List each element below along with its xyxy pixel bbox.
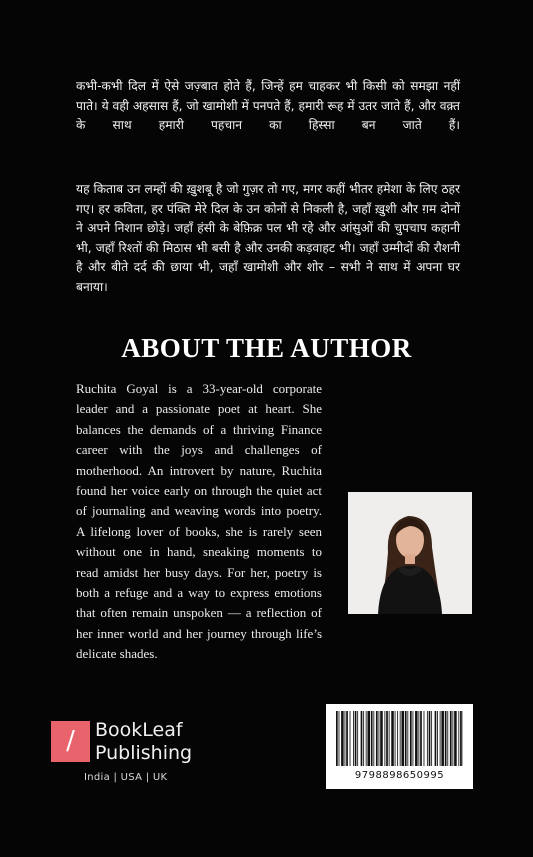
isbn-number: 9798898650995: [354, 770, 445, 781]
about-author-heading: ABOUT THE AUTHOR: [121, 333, 412, 363]
logo-slash-icon: /: [66, 726, 75, 756]
hindi-paragraph-1: कभी-कभी दिल में ऐसे जज़्बात होते हैं, जिन्हें हम चाहकर भी किसी को समझा नहीं पाते। ये वही अहसास हैं, जो खामोशी में पनपते हैं, हमारी रूह में उतर जाते हैं, और वक़्त के साथ हमारी पहचान का हिस्सा बन जाते हैं।: [76, 79, 460, 132]
barcode-bars: [336, 711, 463, 766]
author-bio: Ruchita Goyal is a 33-year-old corporate leader and a passionate poet at heart. She balances the demands of a thriving Finance career with the joys and challenges of motherhood. An introvert by nature, Ruchita found her voice early on through the quiet act of journaling and weaving words into poetry. A lifelong lover of books, she is rarely seen without one in hand, sneaking moments to read amidst her busy days. For her, poetry is both a refuge and a way to express emotions that often remain unspoken — a reflection of her inner world and her journey through life’s delicate shades.: [76, 381, 322, 662]
barcode: [326, 704, 473, 789]
publisher-name-line2: Publishing: [95, 742, 193, 764]
hindi-paragraph-2: यह किताब उन लम्हों की ख़ुशबू है जो गुज़र तो गए, मगर कहीं भीतर हमेशा के लिए ठहर गए। हर कविता, हर पंक्ति मेरे दिल के उन कोनों से निकली है, जहाँ ख़ुशी और ग़म दोनों ने अपने निशान छोड़े। जहाँ हंसी के बेफ़िक्र पल भी रहे और आंसुओं की चुपचाप कहानी भी, जहाँ रिश्तों की मिठास भी बसी है और उनकी कड़वाहट भी। जहाँ उम्मीदों की रौशनी है और बीते दर्द की छाया भी, जहाँ खामोशी और शोर – सभी ने साथ में अपना घर बनाया।: [76, 182, 460, 294]
author-portrait-illustration: [348, 492, 472, 614]
bookleaf-logo: [51, 721, 90, 762]
author-photo: [348, 492, 472, 614]
publisher-name-line1: BookLeaf: [95, 719, 183, 741]
publisher-regions: India | USA | UK: [84, 772, 168, 783]
